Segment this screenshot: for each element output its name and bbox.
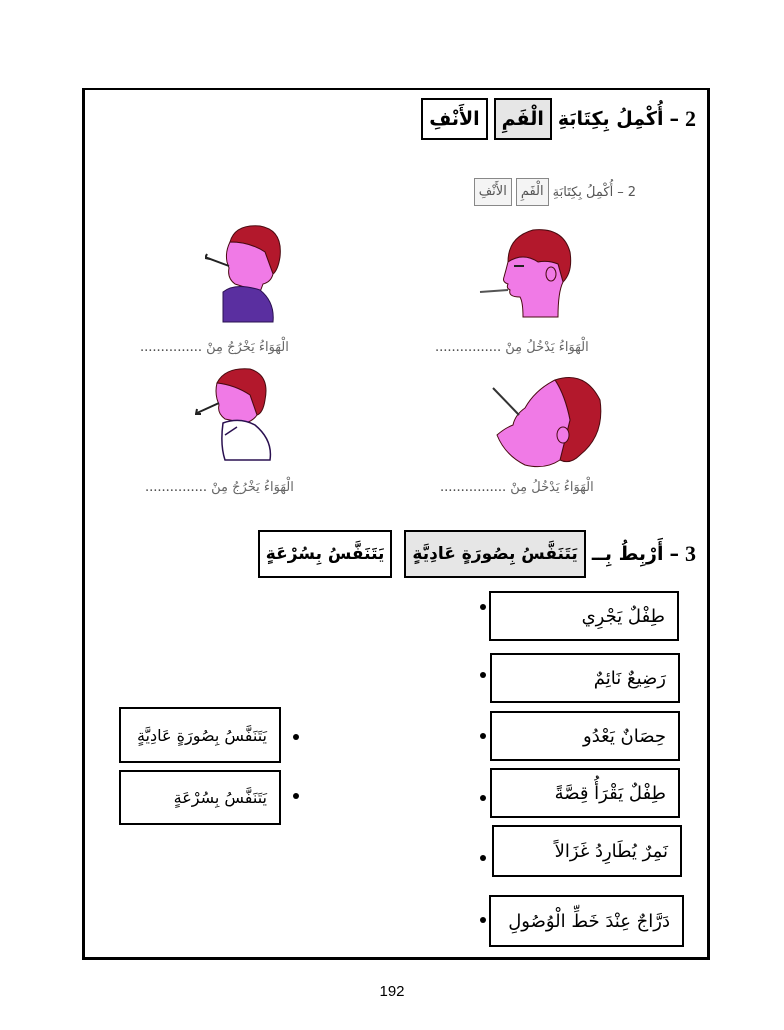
exercise-dash: – [669, 108, 679, 130]
match-item-right[interactable]: طِفْلٌ يَجْرِي [489, 591, 679, 641]
reprint-word-mouth: الْفَمِ [516, 178, 549, 206]
illustration-boy-head-tilted [485, 370, 605, 475]
match-item-right[interactable]: حِصَانٌ يَعْدُو [490, 711, 680, 761]
match-item-right[interactable]: نَمِرٌ يُطَارِدُ غَزَالاً [492, 825, 682, 877]
reprint-number: 2 [627, 184, 636, 200]
exercise-number: 3 [685, 541, 696, 566]
exercise-2-reprint-header [474, 178, 636, 206]
match-dot[interactable] [293, 734, 299, 740]
caption-bottom-right [440, 480, 594, 495]
reprint-instruction: أُكْمِلُ بِكِتَابَةِ [552, 184, 614, 200]
match-dot[interactable] [480, 733, 486, 739]
word-box-mouth: الْفَمِ [494, 98, 552, 140]
exercise-dash: – [669, 543, 679, 565]
exercise-3-header [258, 530, 696, 578]
illustration-boy-exhaling-side [195, 365, 280, 465]
match-dot[interactable] [480, 604, 486, 610]
caption-top-left [140, 340, 289, 355]
option-box-normal: يَتَنَفَّسُ بِصُورَةٍ عَادِيَّةٍ [404, 530, 585, 578]
match-item-right[interactable]: طِفْلٌ يَقْرَأُ قِصَّةً [490, 768, 680, 818]
match-dot[interactable] [293, 793, 299, 799]
match-dot[interactable] [480, 795, 486, 801]
match-item-left[interactable]: يَتَنَفَّسُ بِصُورَةٍ عَادِيَّةٍ [119, 707, 281, 763]
reprint-dash: – [617, 184, 624, 200]
caption-sentence: الْهَوَاءُ يَخْرُجُ مِنْ [206, 340, 289, 355]
caption-top-right [435, 340, 589, 355]
match-dot[interactable] [480, 672, 486, 678]
page-number: 192 [379, 983, 405, 1000]
answer-blank[interactable]: ................ [440, 480, 507, 495]
match-dot[interactable] [480, 855, 486, 861]
reprint-word-nose: الأَنْفِ [474, 178, 512, 206]
word-box-nose: الأَنْفِ [421, 98, 487, 140]
answer-blank[interactable]: ................ [435, 340, 502, 355]
caption-sentence: الْهَوَاءُ يَدْخُلُ مِنْ [505, 340, 589, 355]
exercise-instruction: أُكْمِلُ بِكِتَابَةِ [557, 108, 664, 130]
caption-bottom-left [145, 480, 294, 495]
answer-blank[interactable]: ............... [140, 340, 202, 355]
illustration-boy-inhaling-mouth [478, 222, 578, 322]
answer-blank[interactable]: ............... [145, 480, 207, 495]
option-box-fast: يَتَنَفَّسُ بِسُرْعَةٍ [258, 530, 393, 578]
match-item-right[interactable]: رَضِيعٌ نَائِمٌ [490, 653, 680, 703]
illustration-boy-exhaling-nose [205, 222, 285, 327]
match-item-left[interactable]: يَتَنَفَّسُ بِسُرْعَةٍ [119, 770, 281, 825]
exercise-number: 2 [685, 106, 696, 131]
caption-sentence: الْهَوَاءُ يَدْخُلُ مِنْ [510, 480, 594, 495]
match-dot[interactable] [480, 917, 486, 923]
match-item-right[interactable]: دَرَّاجٌ عِنْدَ خَطِّ الْوُصُولِ [489, 895, 684, 947]
caption-sentence: الْهَوَاءُ يَخْرُجُ مِنْ [211, 480, 294, 495]
exercise-instruction: أَرْبِطُ بِــ [591, 543, 664, 565]
exercise-2-header [421, 98, 696, 140]
